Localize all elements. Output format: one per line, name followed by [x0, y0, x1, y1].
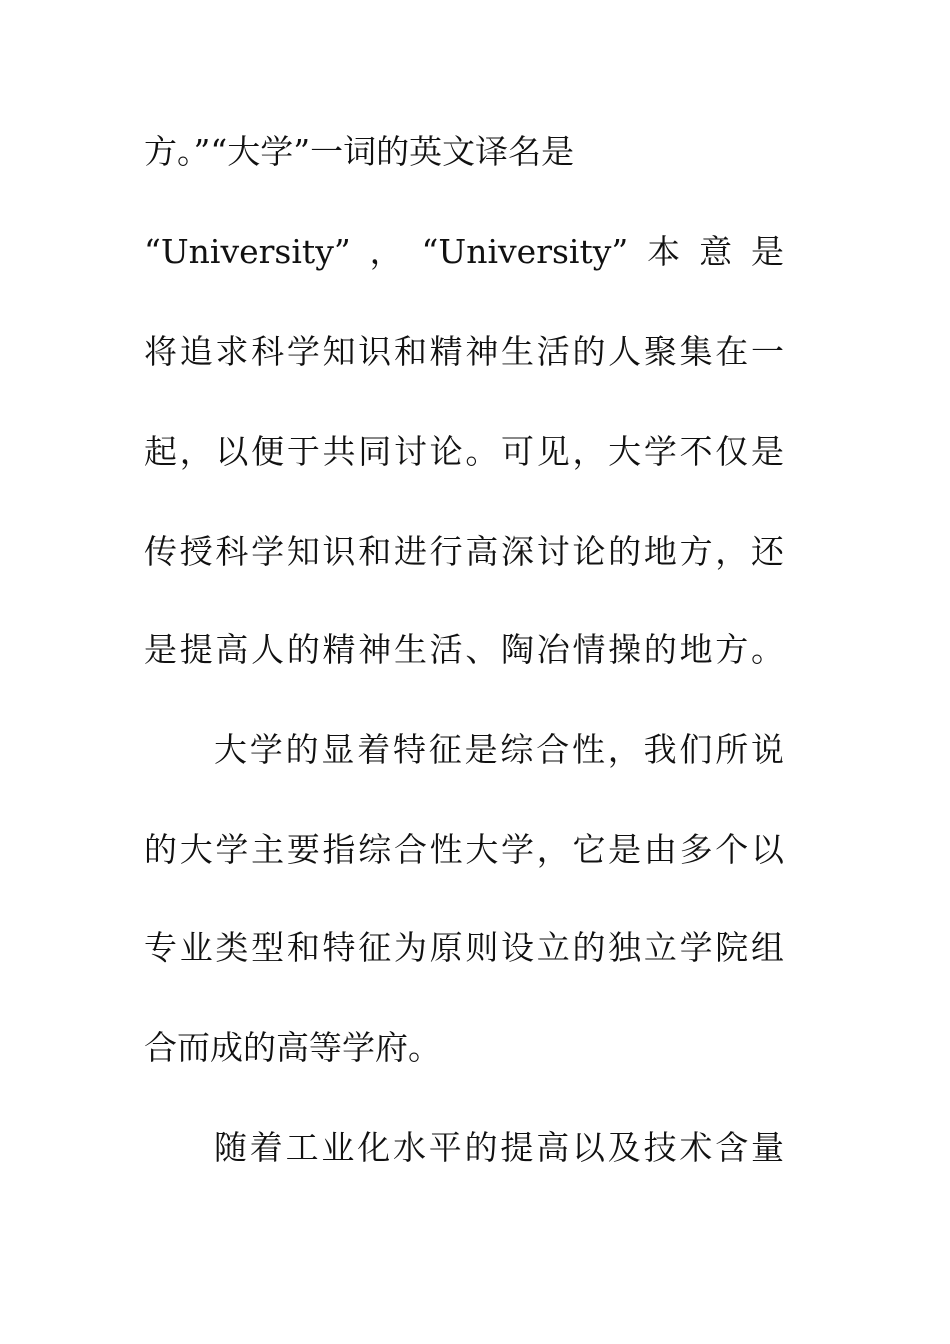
text-line-9: 专业类型和特征为原则设立的独立学院组	[144, 928, 784, 967]
text-line-10: 合而成的高等学府。	[144, 1028, 441, 1067]
text-line-2: “University”，“University”本意是	[144, 232, 784, 271]
paragraph-3-line-1: 随着工业化水平的提高以及技术含量	[214, 1128, 784, 1167]
text-line-6: 是提高人的精神生活、陶冶情操的地方。	[144, 630, 784, 669]
text-line-5: 传授科学知识和进行高深讨论的地方，还	[144, 532, 784, 571]
text-line-4: 起，以便于共同讨论。可见，大学不仅是	[144, 432, 784, 471]
text-line-1: 方。”“大学”一词的英文译名是	[144, 132, 575, 171]
text-line-3: 将追求科学知识和精神生活的人聚集在一	[144, 332, 784, 371]
paragraph-2-line-1: 大学的显着特征是综合性，我们所说	[214, 730, 784, 769]
text-line-8: 的大学主要指综合性大学，它是由多个以	[144, 830, 784, 869]
